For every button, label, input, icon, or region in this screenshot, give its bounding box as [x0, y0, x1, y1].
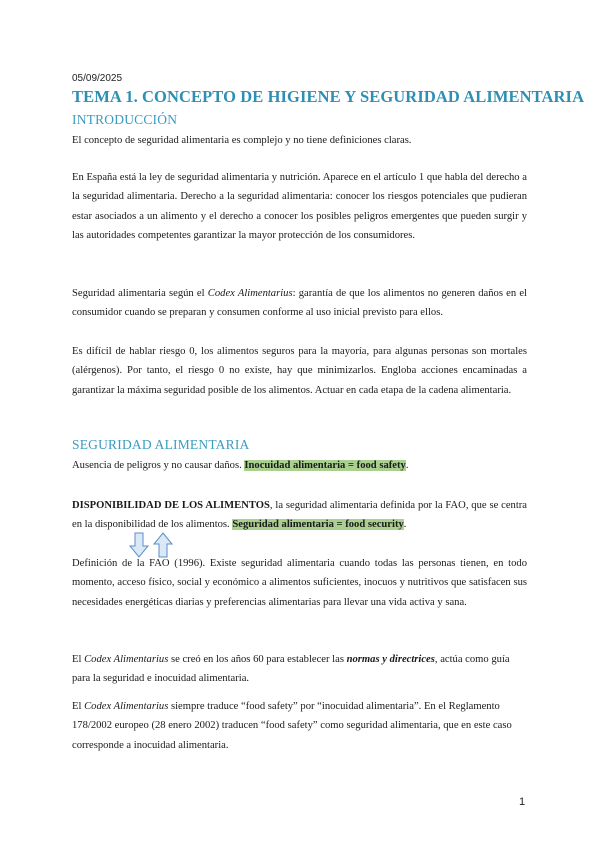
text-segment: siempre traduce “food safety” por “inocuidad alimentaria”. En el Reglamento 178/2002 europeo (28 enero 2002) traducen “food safety” como seguridad alimentaria, que en este caso corresponde a inocuidad alimentaria.: [72, 701, 512, 751]
section-heading-introduccion: INTRODUCCIÓN: [72, 112, 178, 127]
page-number: 1: [519, 796, 526, 808]
paragraph-disponibilidad: [72, 496, 527, 535]
bold-disponibilidad: DISPONIBILIDAD DE LOS ALIMENTOS: [72, 500, 270, 511]
text-segment: : garantía de que los alimentos no generen daños en el consumidor cuando se preparan y consumen conforme al uso inicial previsto para ellos.: [72, 288, 527, 319]
text-segment: El: [72, 701, 85, 712]
text-segment: El: [72, 654, 85, 665]
text-segment: .: [403, 519, 407, 531]
paragraph-codex-definicion: [72, 284, 527, 323]
document-date: 05/09/2025: [72, 73, 123, 84]
codex-italic: Codex Alimentarius: [84, 701, 169, 712]
highlight-food-security: Seguridad alimentaria = food security: [232, 519, 404, 531]
paragraph-concepto: El concepto de seguridad alimentaria es complejo y no tiene definiciones claras.: [72, 135, 412, 146]
text-segment: Ausencia de peligros y no causar daños.: [72, 460, 245, 471]
text-segment: Seguridad alimentaria según el: [72, 288, 208, 299]
paragraph-ley-espana: En España está la ley de seguridad alimentaria y nutrición. Aparece en el artículo 1 que habla del derecho a la seguridad alimentaria. Derecho a la seguridad alimentaria: conocer los riesgos potenciales que pudieran estar asociados a un alimento y el derecho a conocer los posibles peligros emergentes que pueden surgir y las autoridades competentes garantizar la mayor protección de los consumidores.: [72, 172, 527, 241]
codex-italic: Codex Alimentarius: [84, 654, 169, 665]
text-segment: , actúa como guía para la seguridad e inocuidad alimentaria.: [72, 654, 510, 685]
text-segment: , la seguridad alimentaria definida por la FAO, que se centra en la disponibilidad de los alimentos.: [72, 500, 527, 531]
bold-normas: normas y directrices: [346, 654, 435, 665]
section-heading-seguridad-alimentaria: SEGURIDAD ALIMENTARIA: [72, 437, 250, 452]
highlight-food-safety: Inocuidad alimentaria = food safety: [244, 460, 406, 471]
paragraph-definicion-fao: Definición de la FAO (1996). Existe seguridad alimentaria cuando todas las personas tienen, en todo momento, acceso físico, social y económico a alimentos suficientes, inocuos y nutritivos que satisfacen sus necesidades energéticas diarias y preferencias alimentarias para llevar una vida activa y sana.: [72, 558, 527, 608]
document-title: TEMA 1. CONCEPTO DE HIGIENE Y SEGURIDAD ALIMENTARIA: [72, 87, 585, 106]
paragraph-riesgo-cero: Es difícil de hablar riesgo 0, los alimentos seguros para la mayoría, para algunas personas son mortales (alérgenos). Por tanto, el riesgo 0 no existe, hay que minimizarlos. Engloba acciones encaminadas a garantizar la máxima seguridad posible de los alimentos. Actuar en cada etapa de la cadena alimentaria.: [72, 346, 527, 396]
paragraph-inocuidad: [72, 456, 527, 475]
paragraph-codex-traduccion: [72, 697, 527, 755]
paragraph-codex-creacion: [72, 650, 527, 689]
text-segment: se creó en los años 60 para establecer las: [168, 654, 347, 665]
codex-italic: Codex Alimentarius: [207, 288, 293, 299]
text-segment: .: [405, 460, 409, 471]
